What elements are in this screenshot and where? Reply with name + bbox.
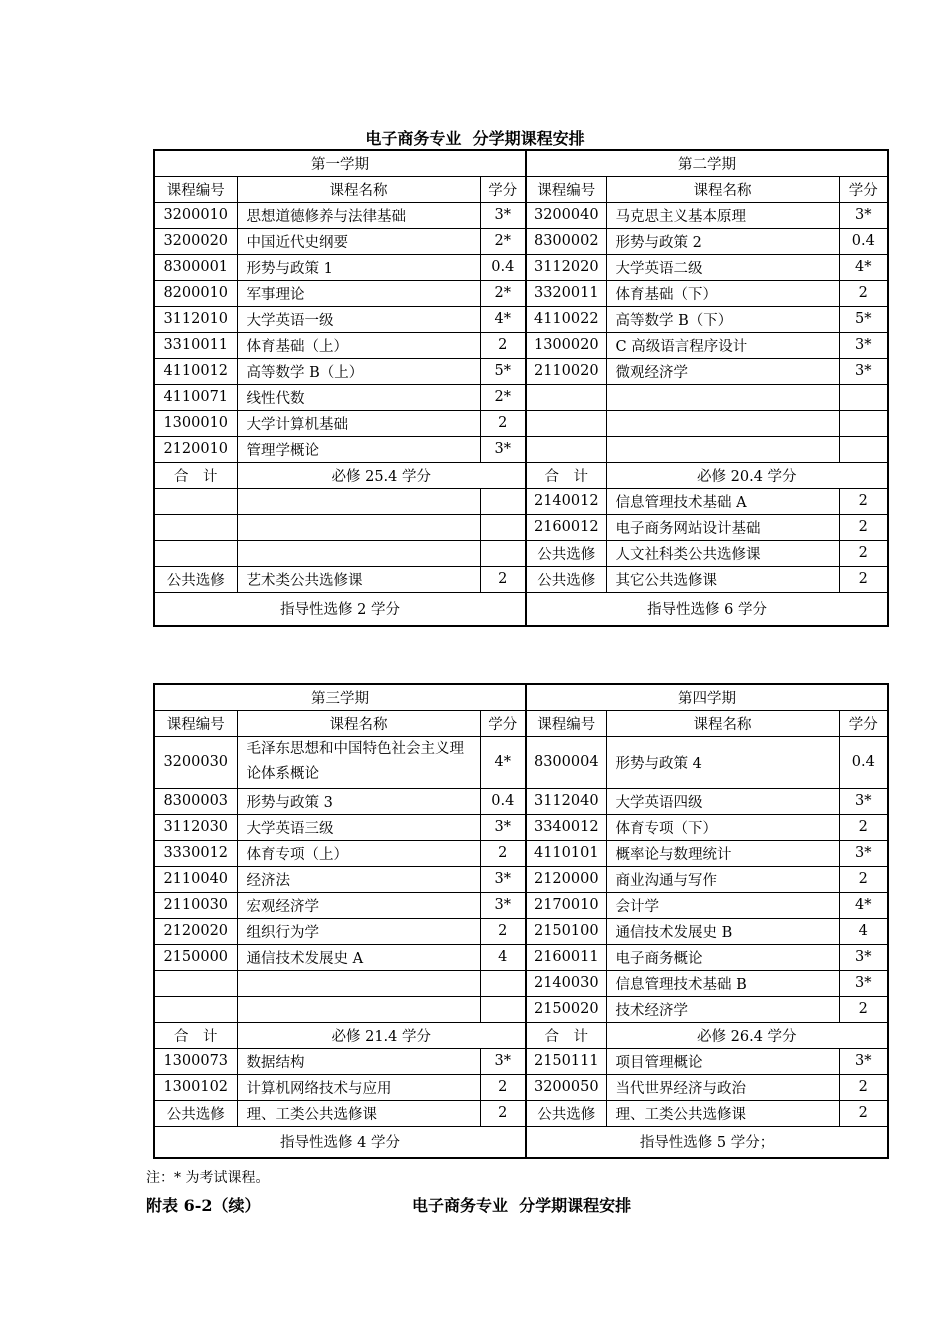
- elective-credit: 2: [839, 566, 888, 592]
- column-header-row: [154, 176, 888, 202]
- course-credit: 4*: [480, 736, 526, 788]
- elective-name: 计算机网络技术与应用: [237, 1074, 480, 1100]
- course-credit: 3*: [480, 892, 526, 918]
- elective-name: 人文社科类公共选修课: [606, 540, 839, 566]
- elective-code: [154, 488, 237, 514]
- course-credit: 3*: [839, 788, 888, 814]
- total-value: 必修 21.4 学分: [237, 1022, 526, 1048]
- course-credit: 2: [839, 866, 888, 892]
- elective-code: 2150111: [526, 1048, 606, 1074]
- table-row: [154, 358, 888, 384]
- term-title: 第三学期: [154, 684, 526, 710]
- course-name: 形势与政策 1: [237, 254, 480, 280]
- course-credit: 3*: [480, 202, 526, 228]
- term-title: 第二学期: [526, 150, 888, 176]
- elective-credit: 2: [839, 488, 888, 514]
- course-credit: 4: [480, 944, 526, 970]
- total-row: [154, 462, 888, 488]
- course-credit: 2: [839, 814, 888, 840]
- course-code: 2150020: [526, 996, 606, 1022]
- exam-note: 注：* 为考试课程。: [146, 1170, 270, 1186]
- schedule-table-1: [153, 149, 889, 627]
- elective-code: 公共选修: [526, 540, 606, 566]
- course-credit: 0.4: [480, 254, 526, 280]
- course-name: [606, 410, 839, 436]
- elective-code: 1300073: [154, 1048, 237, 1074]
- course-code: 1300010: [154, 410, 237, 436]
- course-credit: 0.4: [480, 788, 526, 814]
- elective-code: 公共选修: [526, 566, 606, 592]
- elective-name: [237, 514, 480, 540]
- column-header-credit: 学分: [839, 176, 888, 202]
- course-credit: 3*: [480, 814, 526, 840]
- total-value: 必修 20.4 学分: [606, 462, 888, 488]
- total-label: 合 计: [154, 462, 237, 488]
- course-name: 大学英语三级: [237, 814, 480, 840]
- course-name: 高等数学 B（上）: [237, 358, 480, 384]
- course-code: 4110022: [526, 306, 606, 332]
- course-credit: 2: [480, 332, 526, 358]
- course-credit: 2: [480, 410, 526, 436]
- elective-credit: [480, 488, 526, 514]
- course-name: 中国近代史纲要: [237, 228, 480, 254]
- column-header-credit: 学分: [480, 176, 526, 202]
- course-credit: 3*: [480, 436, 526, 462]
- course-code: 8300003: [154, 788, 237, 814]
- course-name: 微观经济学: [606, 358, 839, 384]
- elective-code: 公共选修: [154, 1100, 237, 1126]
- elective-name: 项目管理概论: [606, 1048, 839, 1074]
- course-credit: 3*: [839, 358, 888, 384]
- table-row: [154, 306, 888, 332]
- course-code: [154, 996, 237, 1022]
- course-credit: 4*: [839, 254, 888, 280]
- course-code: 8300002: [526, 228, 606, 254]
- elective-name: 理、工类公共选修课: [237, 1100, 480, 1126]
- course-name: 信息管理技术基础 B: [606, 970, 839, 996]
- course-name: C 高级语言程序设计: [606, 332, 839, 358]
- table-row: [154, 736, 888, 788]
- course-code: 3200010: [154, 202, 237, 228]
- column-header-name: 课程名称: [606, 176, 839, 202]
- course-name: 军事理论: [237, 280, 480, 306]
- course-name: 体育基础（上）: [237, 332, 480, 358]
- table-row: [154, 410, 888, 436]
- course-credit: 5*: [480, 358, 526, 384]
- course-code: 4110101: [526, 840, 606, 866]
- total-label: 合 计: [154, 1022, 237, 1048]
- course-credit: 2*: [480, 280, 526, 306]
- elective-credit: 2: [480, 1074, 526, 1100]
- course-credit: [839, 436, 888, 462]
- elective-name: 理、工类公共选修课: [606, 1100, 839, 1126]
- table-row: [154, 384, 888, 410]
- course-code: 2150000: [154, 944, 237, 970]
- elective-code: 2140012: [526, 488, 606, 514]
- course-name: 概率论与数理统计: [606, 840, 839, 866]
- column-header-code: 课程编号: [526, 176, 606, 202]
- table-row: [154, 202, 888, 228]
- course-name: [606, 436, 839, 462]
- course-name: 经济法: [237, 866, 480, 892]
- course-name: 线性代数: [237, 384, 480, 410]
- course-credit: [839, 410, 888, 436]
- course-credit: 3*: [839, 202, 888, 228]
- course-code: 4110071: [154, 384, 237, 410]
- course-code: 2120000: [526, 866, 606, 892]
- elective-code: [154, 514, 237, 540]
- course-credit: [839, 384, 888, 410]
- course-credit: [480, 996, 526, 1022]
- elective-credit: 2: [839, 1100, 888, 1126]
- table-row: [154, 970, 888, 996]
- guided-elective-row: [154, 592, 888, 626]
- column-header-credit: 学分: [839, 710, 888, 736]
- elective-credit: 2: [839, 1074, 888, 1100]
- column-header-name: 课程名称: [237, 176, 480, 202]
- course-code: 3200030: [154, 736, 237, 788]
- elective-credit: 3*: [839, 1048, 888, 1074]
- course-code: 8200010: [154, 280, 237, 306]
- course-credit: 3*: [839, 944, 888, 970]
- elective-row: [154, 1100, 888, 1126]
- course-name: 通信技术发展史 B: [606, 918, 839, 944]
- schedule-table-2: [153, 683, 889, 1159]
- course-code: 2170010: [526, 892, 606, 918]
- guided-elective-row: [154, 1126, 888, 1158]
- elective-row: [154, 488, 888, 514]
- course-code: 2110030: [154, 892, 237, 918]
- guided-elective-total: 指导性选修 6 学分: [526, 592, 888, 626]
- course-credit: 4*: [839, 892, 888, 918]
- total-value: 必修 26.4 学分: [606, 1022, 888, 1048]
- table-row: [154, 944, 888, 970]
- course-code: 2110040: [154, 866, 237, 892]
- course-code: [526, 410, 606, 436]
- course-name: [237, 996, 480, 1022]
- course-code: 2120020: [154, 918, 237, 944]
- course-name: 形势与政策 4: [606, 736, 839, 788]
- course-code: 3200040: [526, 202, 606, 228]
- guided-elective-total: 指导性选修 4 学分: [154, 1126, 526, 1158]
- column-header-name: 课程名称: [606, 710, 839, 736]
- guided-elective-total: 指导性选修 2 学分: [154, 592, 526, 626]
- course-code: 2150100: [526, 918, 606, 944]
- table-row: [154, 788, 888, 814]
- course-credit: 3*: [480, 866, 526, 892]
- column-header-name: 课程名称: [237, 710, 480, 736]
- column-header-row: [154, 710, 888, 736]
- elective-credit: 2: [839, 514, 888, 540]
- course-code: 2140030: [526, 970, 606, 996]
- elective-code: 2160012: [526, 514, 606, 540]
- course-name: [237, 970, 480, 996]
- course-name: 电子商务概论: [606, 944, 839, 970]
- course-name: 体育基础（下）: [606, 280, 839, 306]
- elective-code: 公共选修: [154, 566, 237, 592]
- guided-elective-total: 指导性选修 5 学分；: [526, 1126, 888, 1158]
- course-credit: 2: [480, 918, 526, 944]
- elective-name: 其它公共选修课: [606, 566, 839, 592]
- term-title: 第四学期: [526, 684, 888, 710]
- course-code: 3310011: [154, 332, 237, 358]
- column-header-code: 课程编号: [526, 710, 606, 736]
- course-code: 3320011: [526, 280, 606, 306]
- total-label: 合 计: [526, 1022, 606, 1048]
- course-credit: 3*: [839, 332, 888, 358]
- course-code: 3330012: [154, 840, 237, 866]
- table-row: [154, 814, 888, 840]
- course-name: 体育专项（下）: [606, 814, 839, 840]
- course-code: [526, 384, 606, 410]
- course-name: 大学英语一级: [237, 306, 480, 332]
- table-row: [154, 918, 888, 944]
- elective-credit: [480, 540, 526, 566]
- elective-row: [154, 566, 888, 592]
- total-label: 合 计: [526, 462, 606, 488]
- course-credit: [480, 970, 526, 996]
- course-code: 2120010: [154, 436, 237, 462]
- elective-name: [237, 540, 480, 566]
- course-credit: 4*: [480, 306, 526, 332]
- course-credit: 2*: [480, 228, 526, 254]
- course-credit: 0.4: [839, 228, 888, 254]
- table-row: [154, 892, 888, 918]
- course-code: 8300001: [154, 254, 237, 280]
- course-credit: 3*: [839, 840, 888, 866]
- elective-name: 艺术类公共选修课: [237, 566, 480, 592]
- elective-code: 1300102: [154, 1074, 237, 1100]
- elective-name: 当代世界经济与政治: [606, 1074, 839, 1100]
- course-name: 通信技术发展史 A: [237, 944, 480, 970]
- course-name: 形势与政策 2: [606, 228, 839, 254]
- course-credit: 0.4: [839, 736, 888, 788]
- elective-row: [154, 1074, 888, 1100]
- elective-code: 公共选修: [526, 1100, 606, 1126]
- course-code: 8300004: [526, 736, 606, 788]
- course-code: 3112020: [526, 254, 606, 280]
- course-credit: 2: [480, 840, 526, 866]
- course-name: 管理学概论: [237, 436, 480, 462]
- course-name: 大学英语二级: [606, 254, 839, 280]
- course-name: 体育专项（上）: [237, 840, 480, 866]
- table-row: [154, 280, 888, 306]
- course-code: 3340012: [526, 814, 606, 840]
- term-header-row: [154, 684, 888, 710]
- page-title: 电子商务专业 分学期课程安排: [365, 129, 585, 148]
- table-row: [154, 436, 888, 462]
- course-code: 2110020: [526, 358, 606, 384]
- course-credit: 2: [839, 996, 888, 1022]
- course-code: [154, 970, 237, 996]
- elective-name: 电子商务网站设计基础: [606, 514, 839, 540]
- elective-row: [154, 540, 888, 566]
- course-name: 大学英语四级: [606, 788, 839, 814]
- course-credit: 2: [839, 280, 888, 306]
- course-code: 4110012: [154, 358, 237, 384]
- course-code: 2160011: [526, 944, 606, 970]
- total-row: [154, 1022, 888, 1048]
- course-name: 宏观经济学: [237, 892, 480, 918]
- course-code: 3200020: [154, 228, 237, 254]
- course-name: 思想道德修养与法律基础: [237, 202, 480, 228]
- course-code: 3112040: [526, 788, 606, 814]
- table-row: [154, 332, 888, 358]
- elective-credit: 2: [480, 566, 526, 592]
- elective-row: [154, 1048, 888, 1074]
- elective-name: 数据结构: [237, 1048, 480, 1074]
- course-code: 1300020: [526, 332, 606, 358]
- course-name: 会计学: [606, 892, 839, 918]
- column-header-code: 课程编号: [154, 710, 237, 736]
- course-name: 毛泽东思想和中国特色社会主义理论体系概论: [237, 736, 480, 788]
- course-name: 商业沟通与写作: [606, 866, 839, 892]
- column-header-credit: 学分: [480, 710, 526, 736]
- elective-row: [154, 514, 888, 540]
- elective-name: 信息管理技术基础 A: [606, 488, 839, 514]
- course-code: 3112010: [154, 306, 237, 332]
- table-row: [154, 228, 888, 254]
- elective-credit: 3*: [480, 1048, 526, 1074]
- course-name: 技术经济学: [606, 996, 839, 1022]
- course-credit: 2*: [480, 384, 526, 410]
- course-name: 形势与政策 3: [237, 788, 480, 814]
- elective-credit: [480, 514, 526, 540]
- course-credit: 4: [839, 918, 888, 944]
- elective-code: [154, 540, 237, 566]
- course-credit: 3*: [839, 970, 888, 996]
- total-value: 必修 25.4 学分: [237, 462, 526, 488]
- course-name: 马克思主义基本原理: [606, 202, 839, 228]
- course-name: 大学计算机基础: [237, 410, 480, 436]
- course-name: [606, 384, 839, 410]
- appendix-title: 电子商务专业 分学期课程安排: [412, 1196, 632, 1215]
- appendix-label: 附表 6-2（续）: [146, 1196, 261, 1215]
- term-header-row: [154, 150, 888, 176]
- course-code: 3112030: [154, 814, 237, 840]
- term-title: 第一学期: [154, 150, 526, 176]
- column-header-code: 课程编号: [154, 176, 237, 202]
- table-row: [154, 840, 888, 866]
- course-name: 高等数学 B（下）: [606, 306, 839, 332]
- course-credit: 5*: [839, 306, 888, 332]
- course-code: [526, 436, 606, 462]
- elective-credit: 2: [480, 1100, 526, 1126]
- course-name: 组织行为学: [237, 918, 480, 944]
- table-row: [154, 866, 888, 892]
- table-row: [154, 254, 888, 280]
- elective-code: 3200050: [526, 1074, 606, 1100]
- elective-credit: 2: [839, 540, 888, 566]
- elective-name: [237, 488, 480, 514]
- table-row: [154, 996, 888, 1022]
